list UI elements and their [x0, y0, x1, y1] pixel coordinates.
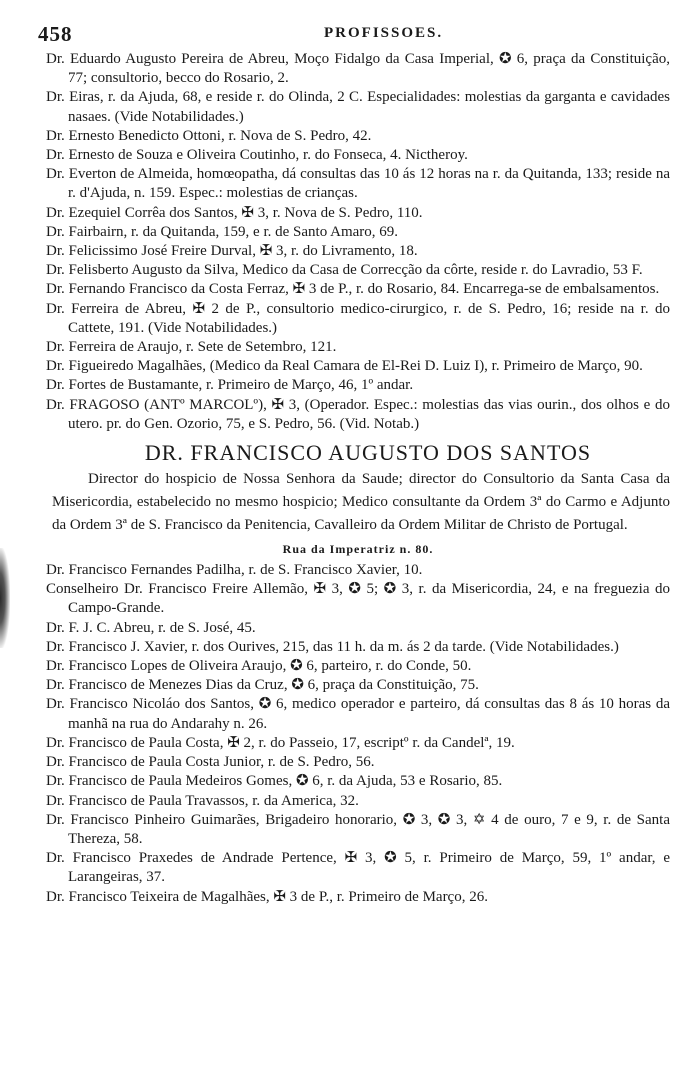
- directory-entry: Dr. Francisco de Paula Costa, ✠ 2, r. do Passeio, 17, escriptº r. da Candelª, 19.: [46, 734, 515, 751]
- directory-entry: Dr. Francisco Fernandes Padilha, r. de S. Francisco Xavier, 10.: [46, 562, 423, 579]
- entry-list-bottom: [46, 561, 670, 907]
- directory-entry: Dr. Ferreira de Abreu, ✠ 2 de P., consultorio medico-cirurgico, r. de S. Pedro, 16; reside na r. do Cattete, 191. (Vide Notabilidades.): [46, 300, 670, 336]
- directory-entry: Dr. Felisberto Augusto da Silva, Medico da Casa de Correcção da côrte, reside r. do Lavradio, 53 F.: [46, 262, 643, 279]
- directory-entry: Dr. Felicissimo José Freire Durval, ✠ 3, r. do Livramento, 18.: [46, 243, 418, 260]
- directory-entry: Dr. Fairbairn, r. da Quitanda, 159, e r. de Santo Amaro, 69.: [46, 223, 399, 240]
- entry-list-top: [46, 50, 670, 434]
- directory-entry: Dr. FRAGOSO (ANTº MARCOLº), ✠ 3, (Operador. Espec.: molestias das vias ourin., dos olhos e do utero. pr. do Gen. Ozorio, 75, e S. Pedro, 56. (Vid. Notab.): [46, 396, 670, 432]
- directory-entry: Dr. Francisco de Paula Costa Junior, r. de S. Pedro, 56.: [46, 754, 375, 771]
- directory-entry: Dr. Fortes de Bustamante, r. Primeiro de Março, 46, 1º andar.: [46, 377, 414, 394]
- directory-entry: Dr. Everton de Almeida, homœopatha, dá consultas das 10 ás 12 horas na r. da Quitanda, 133; reside na r. d'Ajuda, n. 159. Espec.: molestias de crianças.: [46, 166, 670, 202]
- feature-address: Rua da Imperatriz n. 80.: [282, 542, 434, 557]
- binding-shadow: [0, 548, 10, 648]
- directory-entry: Dr. Francisco de Paula Travassos, r. da America, 32.: [46, 792, 359, 809]
- feature-body: Director do hospicio de Nossa Senhora da Saude; director do Consultorio da Santa Casa da Misericordia, estabelecido no mesmo hospicio; Medico consultante da Ordem 3ª do Carmo e Adjunto da Ordem 3ª de S. Francisco da Penitencia, Cavalleiro da Ordem Militar de Christo de Portugal.: [52, 471, 670, 534]
- page-content: [46, 50, 670, 907]
- directory-entry: Dr. Francisco Lopes de Oliveira Araujo, ✪ 6, parteiro, r. do Conde, 50.: [46, 658, 472, 675]
- page-number: 458: [38, 22, 73, 46]
- directory-entry: Dr. Francisco Praxedes de Andrade Pertence, ✠ 3, ✪ 5, r. Primeiro de Março, 59, 1º andar, e Larangeiras, 37.: [46, 850, 670, 886]
- directory-entry: Dr. Ernesto de Souza e Oliveira Coutinho, r. do Fonseca, 4. Nictheroy.: [46, 147, 468, 164]
- directory-entry: Conselheiro Dr. Francisco Freire Allemão, ✠ 3, ✪ 5; ✪ 3, r. da Misericordia, 24, e na freguezia do Campo-Grande.: [46, 581, 670, 617]
- running-title: PROFISSOES.: [324, 25, 444, 41]
- feature-title: DR. FRANCISCO AUGUSTO DOS SANTOS: [144, 440, 592, 466]
- directory-entry: Dr. Francisco Nicoláo dos Santos, ✪ 6, medico operador e parteiro, dá consultas das 8 ás 10 horas da manhã na rua do Andarahy n. 26.: [46, 696, 670, 732]
- directory-entry: Dr. Francisco de Menezes Dias da Cruz, ✪ 6, praça da Constituição, 75.: [46, 677, 479, 694]
- directory-entry: Dr. Francisco Teixeira de Magalhães, ✠ 3 de P., r. Primeiro de Março, 26.: [46, 888, 488, 905]
- directory-entry: Dr. Eduardo Augusto Pereira de Abreu, Moço Fidalgo da Casa Imperial, ✪ 6, praça da Constituição, 77; consultorio, becco do Rosario, 2.: [46, 51, 670, 87]
- directory-entry: Dr. Eiras, r. da Ajuda, 68, e reside r. do Olinda, 2 C. Especialidades: molestias da garganta e cavidades nasaes. (Vide Notabilidades.): [46, 89, 670, 125]
- directory-entry: Dr. Francisco de Paula Medeiros Gomes, ✪ 6, r. da Ajuda, 53 e Rosario, 85.: [46, 773, 503, 790]
- directory-entry: Dr. Figueiredo Magalhães, (Medico da Real Camara de El-Rei D. Luiz I), r. Primeiro de Março, 90.: [46, 358, 643, 375]
- directory-entry: Dr. Fernando Francisco da Costa Ferraz, ✠ 3 de P., r. do Rosario, 84. Encarrega-se de embalsamentos.: [46, 281, 660, 298]
- directory-entry: Dr. Ferreira de Araujo, r. Sete de Setembro, 121.: [46, 339, 337, 356]
- directory-entry: Dr. Francisco J. Xavier, r. dos Ourives, 215, das 11 h. da m. ás 2 da tarde. (Vide Notabilidades.): [46, 638, 619, 655]
- directory-entry: Dr. F. J. C. Abreu, r. de S. José, 45.: [46, 619, 256, 636]
- directory-entry: Dr. Ernesto Benedicto Ottoni, r. Nova de S. Pedro, 42.: [46, 127, 372, 144]
- directory-entry: Dr. Francisco Pinheiro Guimarães, Brigadeiro honorario, ✪ 3, ✪ 3, ✡ 4 de ouro, 7 e 9, r. de Santa Thereza, 58.: [46, 811, 670, 847]
- directory-entry: Dr. Ezequiel Corrêa dos Santos, ✠ 3, r. Nova de S. Pedro, 110.: [46, 204, 423, 221]
- page-header: [38, 22, 668, 48]
